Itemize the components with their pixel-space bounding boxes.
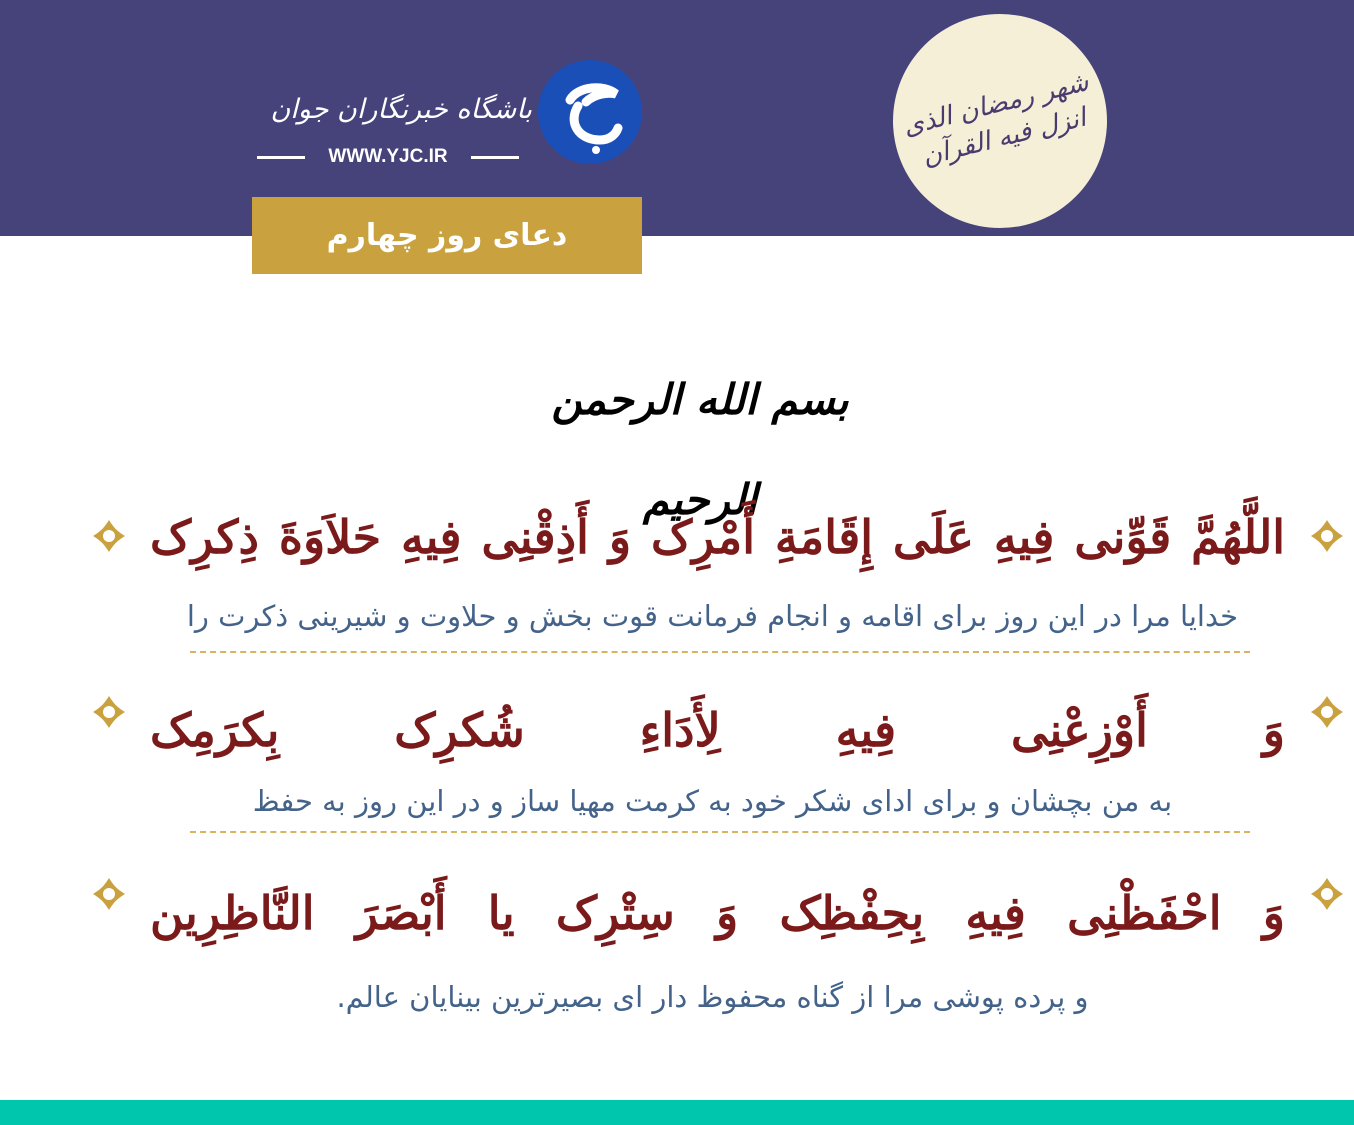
url-left-rule	[257, 156, 305, 159]
header-banner	[0, 0, 1354, 236]
dashed-divider	[190, 651, 1250, 653]
diamond-ornament-icon	[1310, 519, 1344, 553]
yjc-url-row	[257, 143, 519, 171]
yjc-logo-icon	[538, 60, 642, 164]
day-title-badge: دعای روز چهارم	[252, 197, 642, 274]
yjc-logo-glyph	[538, 60, 642, 164]
verse-translation-2: به من بچشان و برای ادای شکر خود به کرمت مهیا ساز و در این روز به حفظ	[252, 784, 1173, 818]
verse-translation-3: و پرده پوشی مرا از گناه محفوظ دار ای بصیرترین بینایان عالم.	[336, 980, 1089, 1014]
yjc-logo-name: باشگاه خبرنگاران جوان	[270, 94, 532, 125]
diamond-ornament-icon	[92, 695, 126, 729]
verse-arabic-2: وَ أَوْزِعْنِی فِیهِ لِأَدَاءِ شُکرِک بِکرَمِک	[150, 703, 1285, 757]
diamond-ornament-icon	[92, 519, 126, 553]
footer-band	[0, 1100, 1354, 1125]
verse-arabic-3: وَ احْفَظْنِی فِیهِ بِحِفْظِک وَ سِتْرِک یا أَبْصَرَ النَّاظِرِین	[150, 886, 1285, 940]
yjc-url: WWW.YJC.IR	[328, 146, 448, 167]
dashed-divider	[190, 831, 1250, 833]
diamond-ornament-icon	[1310, 877, 1344, 911]
basmala-calligraphy: بسم الله الرحمن الرحیم	[551, 375, 849, 524]
emblem-calligraphy-text: شهر رمضان الذی انزل فیه القرآن	[900, 66, 1092, 173]
verse-translation-1: خدایا مرا در این روز برای اقامه و انجام فرمانت قوت بخش و حلاوت و شیرینی ذکرت را	[186, 599, 1239, 633]
url-right-rule	[471, 156, 519, 159]
verse-arabic-1: اللَّهُمَّ قَوِّنی فِیهِ عَلَى إِقَامَةِ أَمْرِک وَ أَذِقْنِی فِیهِ حَلاَوَةَ ذِکرِک	[150, 510, 1285, 564]
ramadan-calligraphy-emblem	[893, 14, 1107, 228]
diamond-ornament-icon	[1310, 695, 1344, 729]
diamond-ornament-icon	[92, 877, 126, 911]
